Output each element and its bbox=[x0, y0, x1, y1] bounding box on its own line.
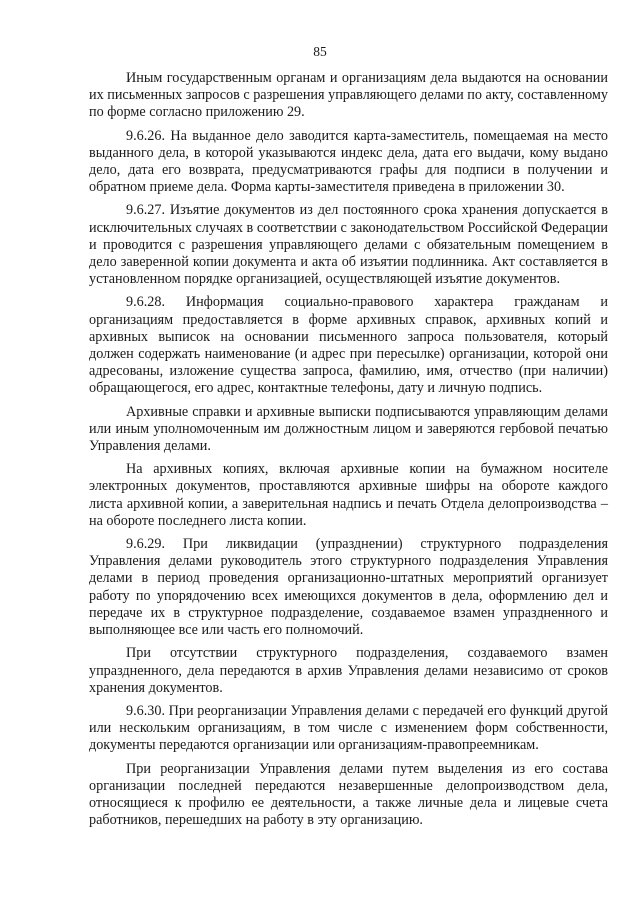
document-body bbox=[89, 70, 608, 829]
paragraph-9-6-27: 9.6.27. Изъятие документов из дел постоянного срока хранения допускается в исключительных случаях в соответствии с законодательством Российской Федерации и проводится с разрешения управляющего делами с обязательным помещением в дело заверенной копии документа и акта об изъятии подлинника. Акт составляется в установленном порядке организацией, осуществляющей изъятие документов. bbox=[89, 202, 608, 288]
paragraph-9-6-26: 9.6.26. На выданное дело заводится карта-заместитель, помещаемая на место выданного дела, в которой указываются индекс дела, дата его выдачи, кому выдано дело, дата его возврата, предусматриваются графы для подписи в получении и обратном приеме дела. Форма карты-заместителя приведена в приложении 30. bbox=[89, 127, 608, 196]
paragraph-9-6-30: 9.6.30. При реорганизации Управления делами с передачей его функций другой или нескольким организациям, в том числе с изменением форм собственности, документы передаются организации или организациям-правопреемникам. bbox=[89, 702, 608, 754]
page-number: 85 bbox=[313, 44, 327, 59]
paragraph-9-6-28: 9.6.28. Информация социально-правового характера гражданам и организациям предоставляется в форме архивных справок, архивных копий и архивных выписок на основании письменного запроса пользователя, который должен содержать наименование (и адрес при пересылке) организации, которой они адресованы, изложение существа запроса, фамилию, имя, отчество (при наличии) обращающегося, его адрес, контактные телефоны, дату и личную подпись. bbox=[89, 294, 608, 397]
paragraph-9-6-29: 9.6.29. При ликвидации (упразднении) структурного подразделения Управления делами руководитель этого структурного подразделения Управления делами в период проведения организационно-штатных мероприятий организует работу по упорядочению всех имеющихся документов в дела, оформлению дел и передаче их в структурное подразделение, создаваемое взамен упраздненного и выполняющее все или часть его полномочий. bbox=[89, 536, 608, 639]
paragraph-reorganization: При реорганизации Управления делами путем выделения из его состава организации последней передаются незавершенные делопроизводством дела, относящиеся к профилю ее деятельности, а также личные дела и лицевые счета работников, перешедших на работу в эту организацию. bbox=[89, 760, 608, 829]
paragraph-archive-copies: На архивных копиях, включая архивные копии на бумажном носителе электронных документов, проставляются архивные шифры на обороте каждого листа архивной копии, а заверительная надпись и печать Отдела делопроизводства – на обороте последнего листа копии. bbox=[89, 461, 608, 529]
paragraph-no-subdivision: При отсутствии структурного подразделения, создаваемого взамен упраздненного, дела передаются в архив Управления делами независимо от сроков хранения документов. bbox=[89, 645, 608, 696]
paragraph-1: Иным государственным органам и организациям дела выдаются на основании их письменных запросов с разрешения управляющего делами по акту, составленному по форме согласно приложению 29. bbox=[89, 70, 608, 121]
paragraph-archive-certificates: Архивные справки и архивные выписки подписываются управляющим делами или иным уполномоченным им должностным лицом и заверяются гербовой печатью Управления делами. bbox=[89, 403, 608, 455]
